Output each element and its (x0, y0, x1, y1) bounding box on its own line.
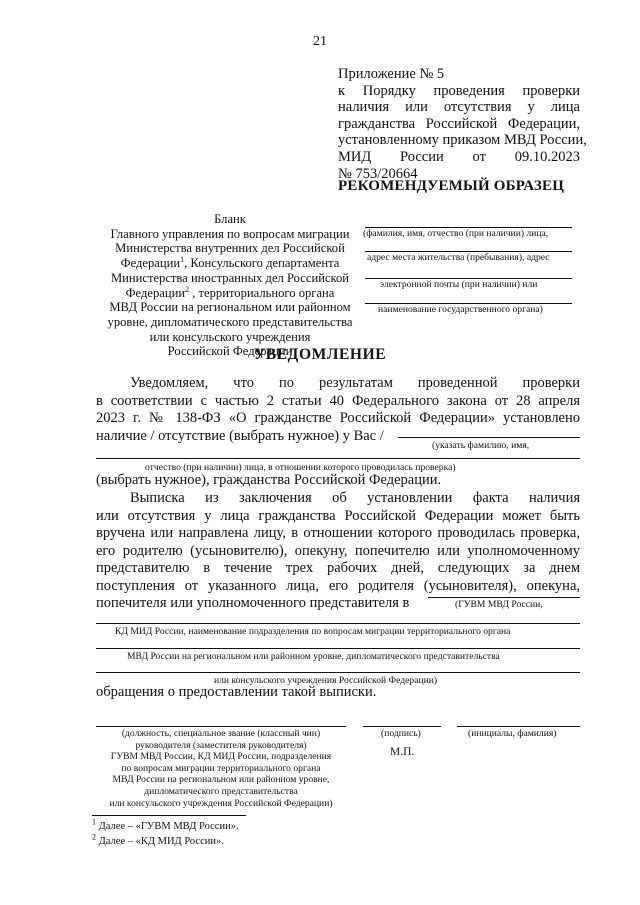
annex-line: гражданства Российской Федерации, (338, 115, 580, 132)
letterhead-line: Главного управления по вопросам миграции (110, 226, 350, 241)
stamp-place: М.П. (390, 746, 415, 758)
position-line: по вопросам миграции территориального органа (121, 762, 321, 774)
annex-line: к Порядку проведения проверки (338, 82, 580, 99)
letterhead-line: Федерации$^1$, Консульского департамента (120, 254, 340, 271)
caption-patronymic: отчество (при наличии) лица, в отношении которого проводилась проверка) (145, 462, 456, 473)
addressee-caption: наименование государственного органа) (378, 304, 543, 315)
recommended-sample-heading: РЕКОМЕНДУЕМЫЙ ОБРАЗЕЦ (338, 178, 565, 194)
letterhead-line: Министерства внутренних дел Российской (115, 241, 345, 256)
position-caption (92, 728, 350, 809)
letterhead-line: Российской Федерации (167, 344, 293, 359)
body-line: Выписка из заключения об установлении факта наличия (130, 490, 580, 506)
body-line: Уведомляем, что по результатам проведенной проверки (130, 375, 580, 391)
body-line: его родителю (усыновителю), опекуну, попечителю или уполномоченному (96, 542, 580, 559)
footnote-separator (92, 815, 246, 816)
annex-header (338, 66, 587, 182)
footnote (92, 817, 239, 832)
signature-position-line (96, 726, 346, 727)
position-line: ГУВМ МВД России, КД МИД России, подразделения (110, 751, 332, 763)
letterhead-line: МВД России на региональном или районном (109, 300, 351, 315)
caption-mvd: МВД России на региональном или районном уровне, дипломатического представительства (127, 651, 500, 662)
body-line: 2023 г. № 138-ФЗ «О гражданстве Российской Федерации» установлено (96, 410, 580, 426)
paragraph-notice (96, 375, 580, 445)
caption-name: (указать фамилию, имя, (432, 440, 530, 451)
footnote-mark: 2 (185, 284, 190, 294)
signature-line (363, 726, 441, 727)
body-line: обращения о предоставлении такой выписки. (96, 684, 377, 700)
fill-line (96, 623, 580, 624)
body-line: поступления от указанного лица, его родителя (усыновителя), опекуна, (96, 577, 580, 594)
fill-line (96, 672, 580, 673)
footnote-mark: 1 (92, 817, 96, 827)
letterhead-line: уровне, дипломатического представительства (107, 314, 353, 329)
letterhead-line: или консульского учреждения (149, 329, 311, 344)
letterhead-line: Бланк (214, 212, 246, 226)
footnote-text: Далее – «КД МИД России». (96, 836, 224, 847)
annex-line: Приложение № 5 (338, 66, 445, 82)
page-number: 21 (313, 34, 327, 49)
body-line: или отсутствия у лица гражданства Российской Федерации может быть (96, 507, 580, 524)
position-line: (должность, специальное звание (классный чин) (121, 728, 321, 739)
annex-line: МИД России от 09.10.2023 (338, 148, 580, 165)
footnote-text: Далее – «ГУВМ МВД России». (96, 821, 239, 832)
letterhead-block (95, 212, 365, 359)
fill-line (96, 458, 580, 459)
addressee-caption: электронной почты (при наличии) или (380, 279, 538, 290)
footnote (92, 832, 224, 847)
body-line: представителю в течение трех рабочих дней, следующих за днем (96, 560, 580, 576)
position-line: или консульского учреждения Российской Федерации) (109, 797, 333, 809)
caption-gvum: (ГУВМ МВД России, (455, 599, 543, 610)
addressee-caption: (фамилия, имя, отчество (при наличии) лица, (363, 228, 549, 239)
annex-line: наличия или отсутствия у лица (338, 99, 580, 116)
body-line: попечителя или уполномоченного представителя в (96, 595, 410, 611)
caption-consul: или консульского учреждения Российской Федерации) (214, 675, 438, 686)
body-line: (выбрать нужное), гражданства Российской Федерации. (96, 472, 442, 488)
position-line: МВД России на региональном или районном уровне, (112, 774, 330, 786)
annex-line: № 753/20664 (338, 165, 418, 182)
body-line: вручена или направлена лицу, в отношении которого проводилась проверка, (96, 525, 580, 541)
letterhead-line: Министерства иностранных дел Российской (110, 270, 350, 285)
addressee-caption: адрес места жительства (пребывания), адрес (367, 252, 550, 263)
body-line: в соответствии с частью 2 статьи 40 Федерального закона от 28 апреля (96, 392, 580, 409)
footnote-mark: 1 (180, 254, 185, 264)
initials-caption: (инициалы, фамилия) (468, 728, 557, 739)
position-line: руководителя (заместителя руководителя) (135, 739, 307, 751)
sign-caption: (подпись) (381, 728, 421, 739)
footnote-mark: 2 (92, 832, 96, 842)
fill-line (398, 437, 580, 438)
body-line: наличие / отсутствие (выбрать нужное) у Вас / (96, 427, 384, 444)
document-title: УВЕДОМЛЕНИЕ (253, 346, 387, 363)
position-line: дипломатического представительства (144, 785, 298, 797)
initials-line (457, 726, 580, 727)
fill-line (428, 597, 580, 598)
caption-kd: КД МИД России, наименование подразделения по вопросам миграции территориального органа (115, 626, 511, 637)
paragraph-extract (96, 490, 580, 613)
fill-line (96, 648, 580, 649)
annex-line: установленному приказом МВД России, (338, 132, 587, 149)
letterhead-line: Федерации$^2$ , территориального органа (125, 284, 335, 300)
